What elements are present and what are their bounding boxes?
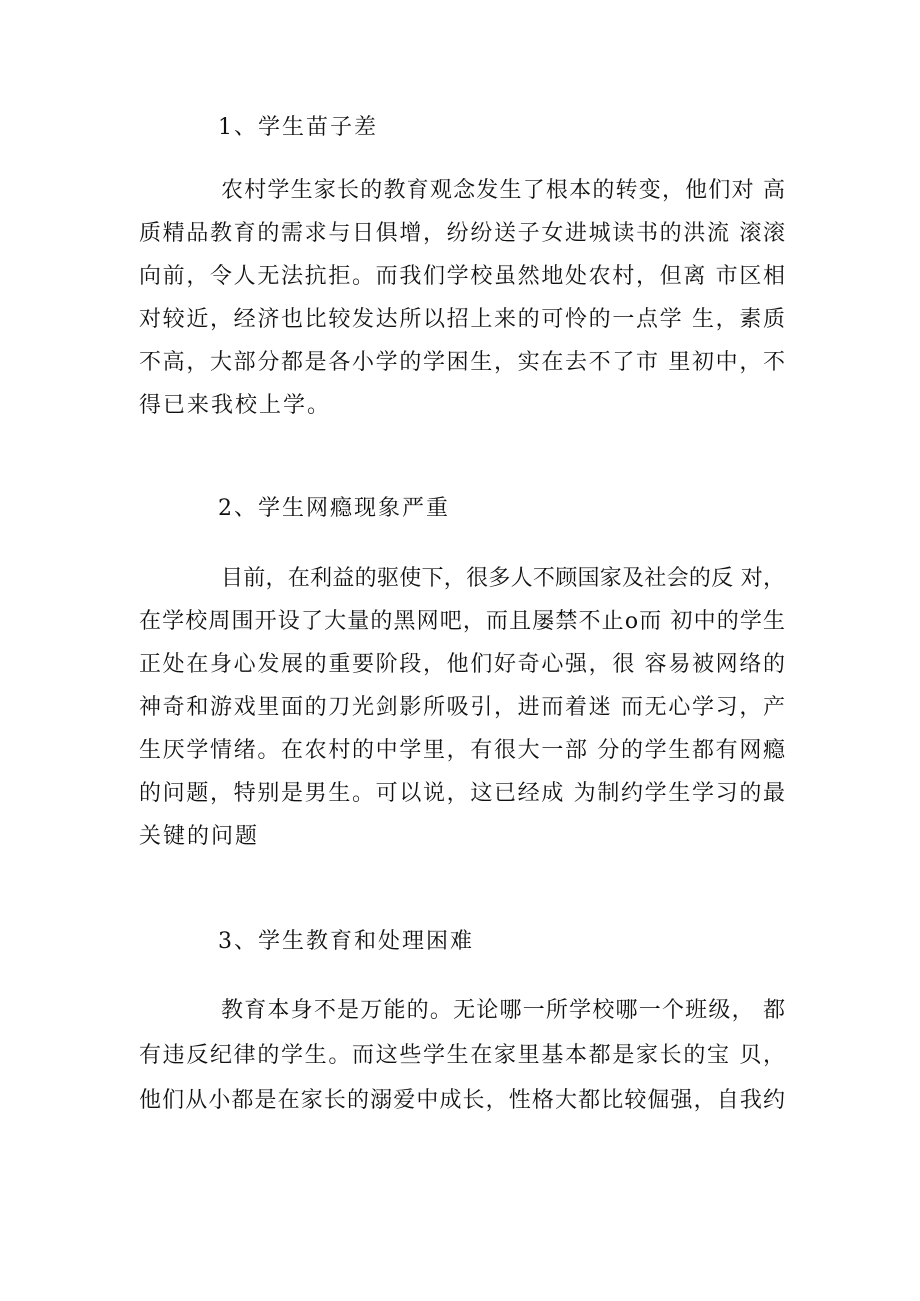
paragraph-line: 他们从小都是在家长的溺爱中成长，性格大都比较倔强，自我约 (139, 1088, 785, 1113)
paragraph-line: 质精品教育的需求与日俱增，纷纷送子女进城读书的洪流 滚滚 (139, 221, 785, 246)
paragraph-line: 在学校周围开设了大量的黑网吧，而且屡禁不止o而 初中的学生 (139, 609, 785, 634)
section-heading-1: 1、学生苗子差 (218, 115, 378, 140)
paragraph-line: 生厌学情绪。在农村的中学里，有很大一部 分的学生都有网瘾 (139, 738, 785, 763)
paragraph-line: 关键的问题 (139, 824, 260, 849)
section-heading-2: 2、学生网瘾现象严重 (218, 496, 450, 521)
section-heading-3: 3、学生教育和处理困难 (218, 929, 474, 954)
paragraph-line: 神奇和游戏里面的刀光剑影所吸引，进而着迷 而无心学习，产 (139, 695, 785, 720)
paragraph-line: 的问题，特别是男生。可以说，这已经成 为制约学生学习的最 (139, 781, 785, 806)
paragraph-line: 向前，令人无法抗拒。而我们学校虽然地处农村，但离 市区相 (139, 264, 785, 289)
paragraph-line: 教育本身不是万能的。无论哪一所学校哪一个班级， 都 (221, 998, 785, 1023)
paragraph-line: 对较近，经济也比较发达所以招上来的可怜的一点学 生，素质 (139, 307, 785, 332)
paragraph-line: 不高，大部分都是各小学的学困生，实在去不了市 里初中，不 (139, 350, 785, 375)
paragraph-line: 农村学生家长的教育观念发生了根本的转变，他们对 高 (221, 178, 785, 203)
paragraph-line: 得已来我校上学。 (139, 393, 332, 418)
paragraph-line: 正处在身心发展的重要阶段，他们好奇心强，很 容易被网络的 (139, 652, 785, 677)
paragraph-line: 目前，在利益的驱使下，很多人不顾国家及社会的反 对， (221, 566, 785, 591)
paragraph-line: 有违反纪律的学生。而这些学生在家里基本都是家长的宝 贝， (139, 1043, 785, 1068)
